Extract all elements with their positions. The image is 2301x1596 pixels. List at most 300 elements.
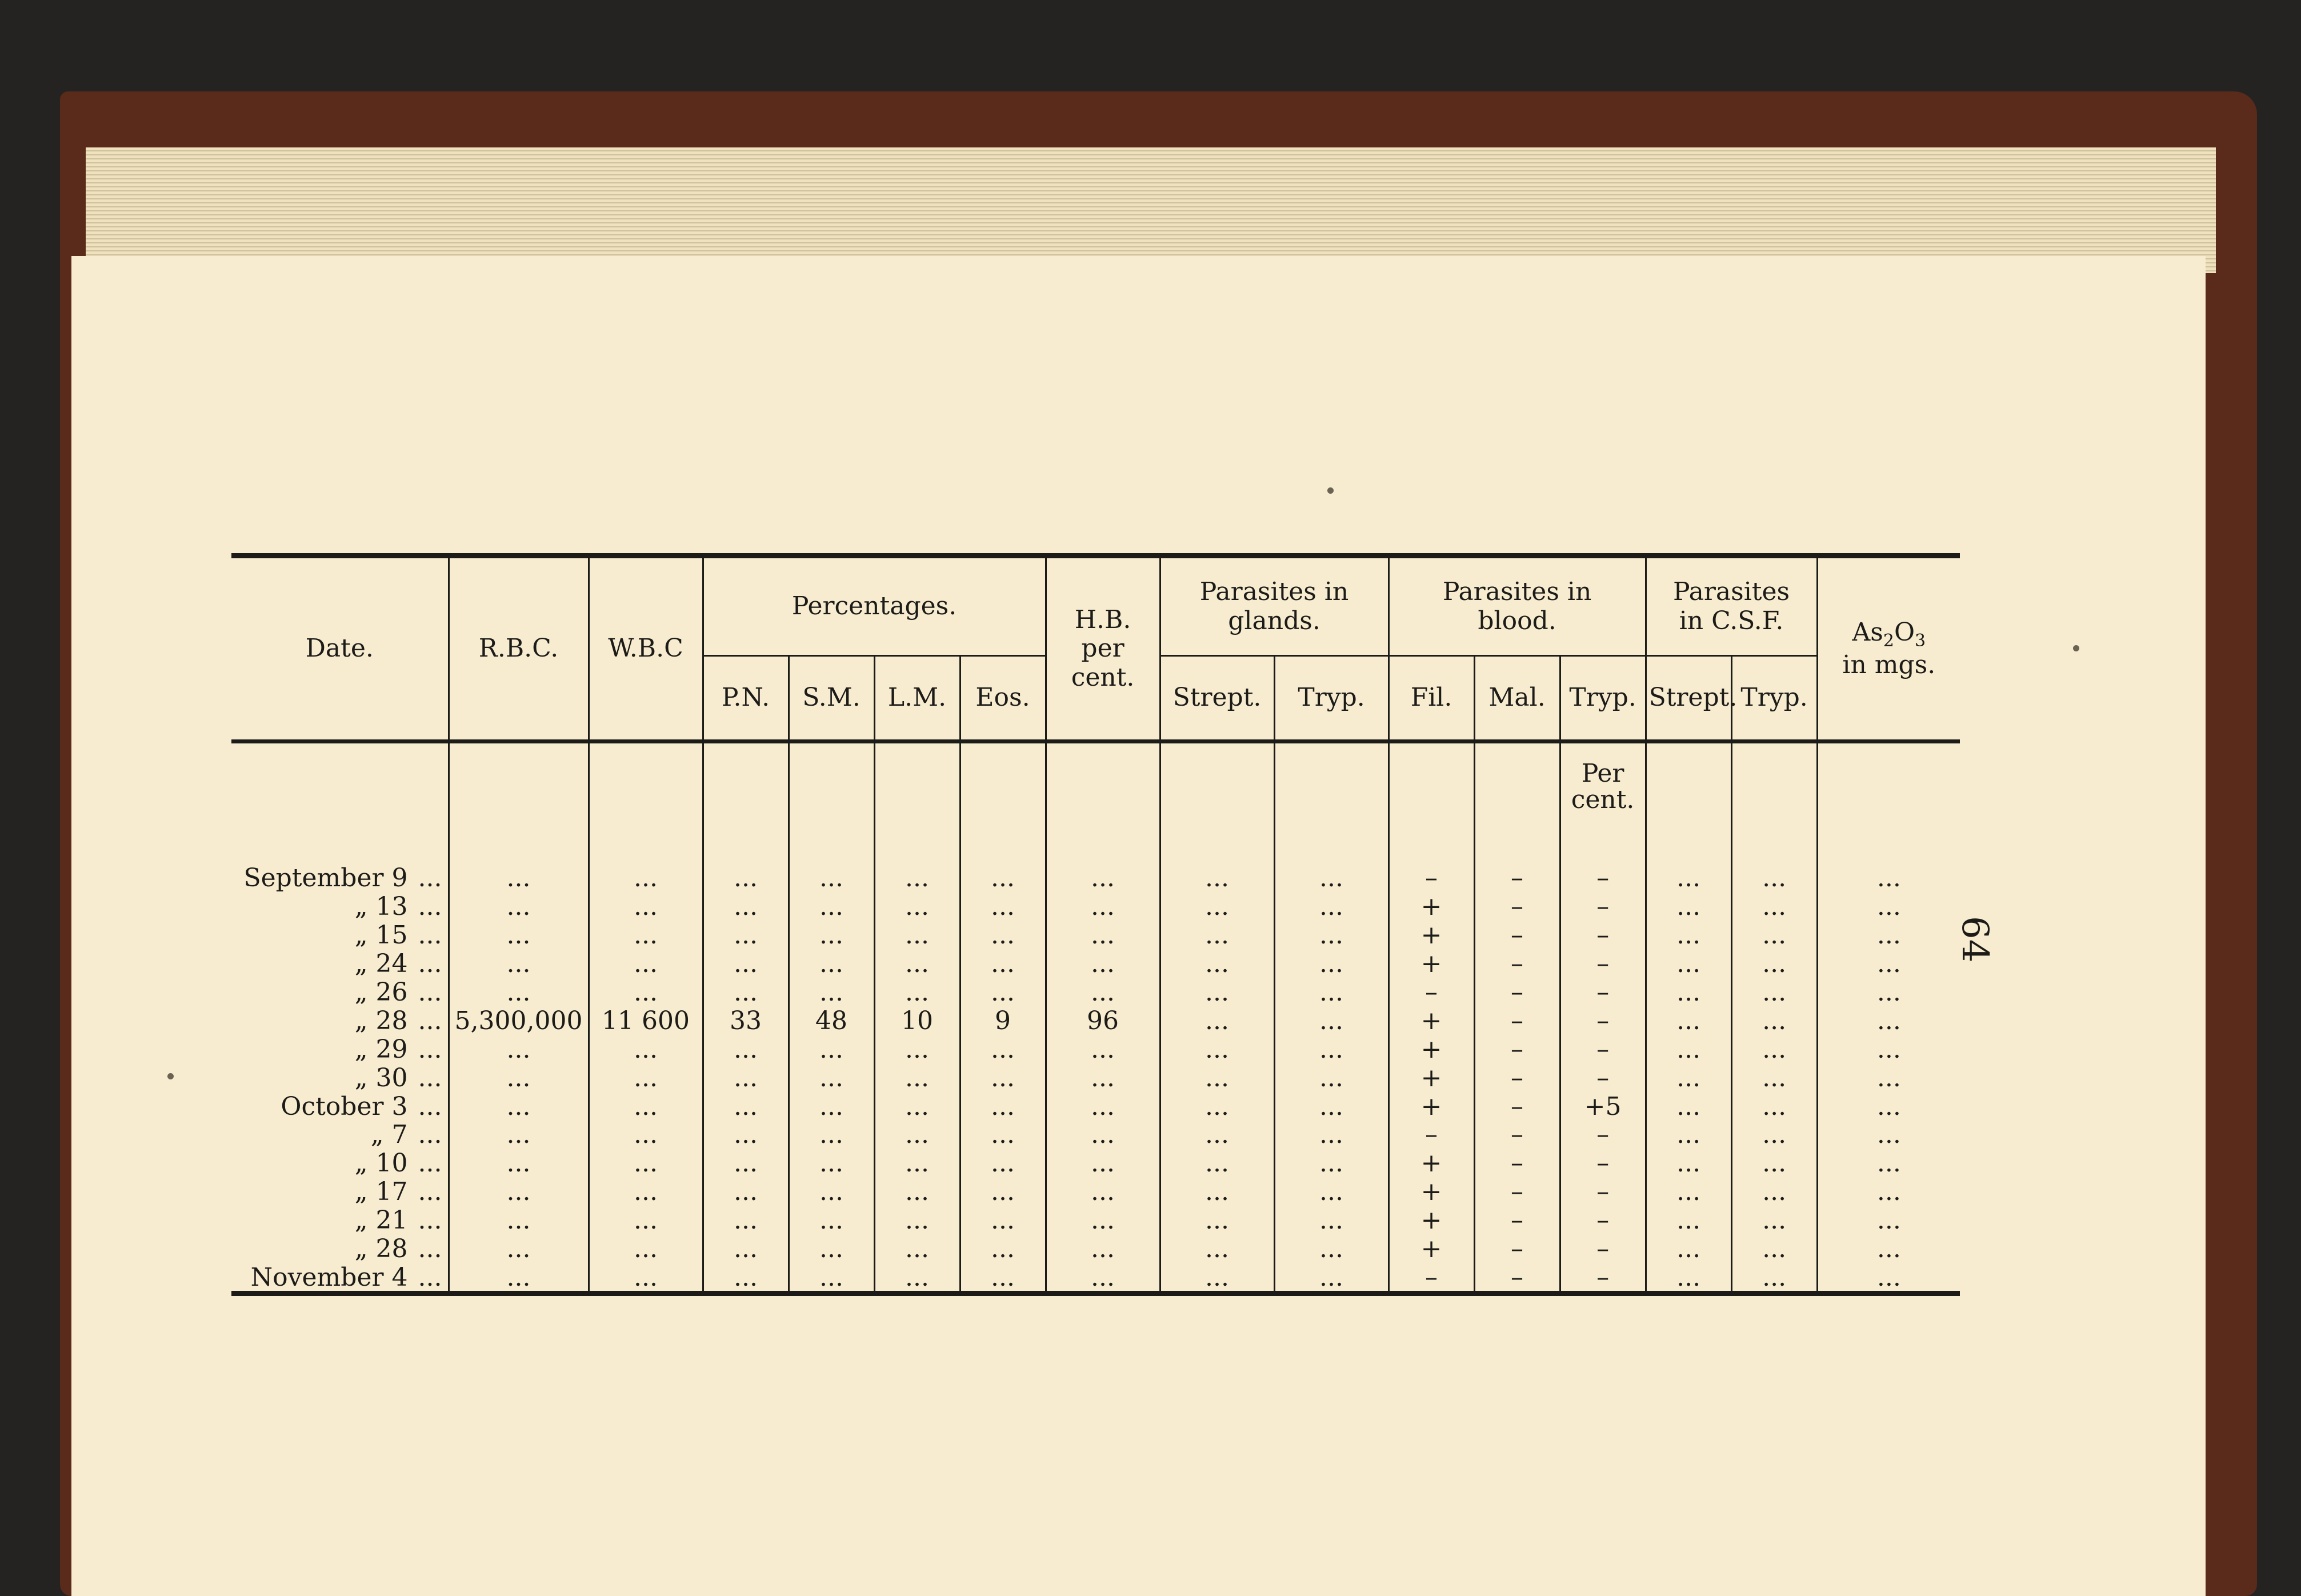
cell-c-strept: ... [1646, 1063, 1731, 1091]
cell-as: ... [1817, 1006, 1960, 1034]
cell-lm: 10 [874, 1006, 960, 1034]
cell-pn: ... [703, 863, 789, 891]
cell-g-strept: ... [1160, 1063, 1274, 1091]
cell-c-tryp: ... [1731, 1262, 1817, 1293]
cell-sm: ... [789, 920, 874, 949]
date-label: „ 13 [354, 891, 408, 921]
cell-wbc: ... [589, 1177, 703, 1206]
table-row [231, 1234, 1960, 1263]
cell-lm: ... [874, 1120, 960, 1149]
cell-hb: ... [1046, 1063, 1160, 1091]
cell-fil: + [1388, 1177, 1474, 1206]
cell-g-tryp: ... [1274, 949, 1388, 977]
date-leader-dots: ... [418, 1034, 442, 1064]
date-label: „ 28 [354, 1234, 408, 1264]
date-label: September 9 [243, 863, 408, 893]
cell-eos: ... [960, 1063, 1046, 1091]
cell-c-strept: ... [1646, 863, 1731, 891]
header-wbc: W.B.C [589, 556, 703, 742]
cell-fil: – [1388, 863, 1474, 891]
header-glands-tryp: Tryp. [1274, 656, 1388, 742]
cell-c-strept: ... [1646, 891, 1731, 920]
cell-c-tryp: ... [1731, 891, 1817, 920]
cell-date [231, 1006, 449, 1034]
cell-pn: ... [703, 1149, 789, 1177]
cell-mal: – [1474, 1034, 1560, 1063]
cell-rbc: ... [449, 1262, 589, 1293]
header-sm: S.M. [789, 656, 874, 742]
cell-wbc: ... [589, 949, 703, 977]
cell-eos: ... [960, 1177, 1046, 1206]
cell-as: ... [1817, 1091, 1960, 1120]
cell-fil: + [1388, 1091, 1474, 1120]
cell-hb: ... [1046, 1262, 1160, 1293]
cell-g-tryp: ... [1274, 1177, 1388, 1206]
cell-sm: 48 [789, 1006, 874, 1034]
cell-rbc: ... [449, 891, 589, 920]
date-leader-dots: ... [418, 1234, 442, 1264]
cell-as: ... [1817, 977, 1960, 1006]
table-body [231, 742, 1960, 1294]
cell-fil: + [1388, 1149, 1474, 1177]
cell-lm: ... [874, 1034, 960, 1063]
cell-eos: ... [960, 891, 1046, 920]
header-hb: H.B. per cent. [1046, 556, 1160, 742]
cell-sm: ... [789, 891, 874, 920]
cell-sm: ... [789, 863, 874, 891]
cell-g-strept: ... [1160, 1034, 1274, 1063]
cell-g-tryp: ... [1274, 1149, 1388, 1177]
cell-b-tryp: – [1560, 1206, 1646, 1234]
cell-hb: ... [1046, 1177, 1160, 1206]
cell-c-strept: ... [1646, 949, 1731, 977]
cell-b-tryp: – [1560, 1234, 1646, 1263]
cell-lm: ... [874, 977, 960, 1006]
cell-date [231, 891, 449, 920]
cell-mal: – [1474, 920, 1560, 949]
date-label: „ 29 [354, 1034, 408, 1064]
cell-date [231, 949, 449, 977]
cell-hb: ... [1046, 863, 1160, 891]
cell-c-tryp: ... [1731, 1234, 1817, 1263]
cell-b-tryp: – [1560, 1006, 1646, 1034]
cell-pn: ... [703, 1206, 789, 1234]
cell-as: ... [1817, 1034, 1960, 1063]
cell-c-strept: ... [1646, 1149, 1731, 1177]
cell-g-strept: ... [1160, 1091, 1274, 1120]
table-row [231, 977, 1960, 1006]
table-row [231, 1091, 1960, 1120]
cell-g-strept: ... [1160, 1206, 1274, 1234]
header-arsenic: $As_2O_3$ in mgs. [1817, 556, 1960, 742]
cell-b-tryp: – [1560, 863, 1646, 891]
cell-pn: 33 [703, 1006, 789, 1034]
table-row [231, 949, 1960, 977]
table-row [231, 1063, 1960, 1091]
cell-g-tryp: ... [1274, 1262, 1388, 1293]
cell-rbc: ... [449, 1177, 589, 1206]
cell-rbc: ... [449, 949, 589, 977]
cell-c-tryp: ... [1731, 920, 1817, 949]
date-label: „ 7 [370, 1120, 408, 1150]
cell-eos: ... [960, 949, 1046, 977]
cell-fil: + [1388, 1006, 1474, 1034]
cell-rbc: ... [449, 1034, 589, 1063]
cell-g-strept: ... [1160, 920, 1274, 949]
cell-g-strept: ... [1160, 1006, 1274, 1034]
date-leader-dots: ... [418, 920, 442, 950]
cell-b-tryp: – [1560, 1177, 1646, 1206]
cell-b-tryp: – [1560, 920, 1646, 949]
cell-date [231, 977, 449, 1006]
header-parasites-glands: Parasites in glands. [1160, 556, 1388, 656]
header-blood-tryp: Tryp. [1560, 656, 1646, 742]
cell-c-strept: ... [1646, 1034, 1731, 1063]
cell-g-strept: ... [1160, 977, 1274, 1006]
cell-wbc: ... [589, 1063, 703, 1091]
cell-eos: ... [960, 1234, 1046, 1263]
cell-c-strept: ... [1646, 977, 1731, 1006]
cell-hb: ... [1046, 1149, 1160, 1177]
cell-pn: ... [703, 949, 789, 977]
cell-sm: ... [789, 1063, 874, 1091]
header-csf-strept: Strept. [1646, 656, 1731, 742]
cell-sm: ... [789, 1234, 874, 1263]
blood-findings-table [231, 553, 1960, 1296]
cell-fil: – [1388, 977, 1474, 1006]
cell-as: ... [1817, 1063, 1960, 1091]
cell-wbc: ... [589, 1262, 703, 1293]
page-number: 64 [1954, 916, 1996, 963]
cell-mal: – [1474, 1091, 1560, 1120]
cell-c-tryp: ... [1731, 1091, 1817, 1120]
cell-pn: ... [703, 977, 789, 1006]
cell-eos: ... [960, 1149, 1046, 1177]
cell-g-tryp: ... [1274, 977, 1388, 1006]
date-label: „ 17 [354, 1177, 408, 1207]
cell-eos: ... [960, 920, 1046, 949]
cell-hb: ... [1046, 1206, 1160, 1234]
cell-mal: – [1474, 1262, 1560, 1293]
cell-fil: + [1388, 920, 1474, 949]
date-label: „ 30 [354, 1063, 408, 1093]
date-leader-dots: ... [418, 1120, 442, 1150]
cell-rbc: ... [449, 1206, 589, 1234]
date-leader-dots: ... [418, 1206, 442, 1235]
cell-b-tryp: – [1560, 1063, 1646, 1091]
cell-c-strept: ... [1646, 1262, 1731, 1293]
date-label: „ 24 [354, 949, 408, 978]
cell-b-tryp: +5 [1560, 1091, 1646, 1120]
date-label: „ 26 [354, 977, 408, 1007]
cell-g-strept: ... [1160, 1177, 1274, 1206]
cell-mal: – [1474, 1120, 1560, 1149]
cell-eos: ... [960, 1206, 1046, 1234]
cell-fil: + [1388, 1034, 1474, 1063]
cell-sm: ... [789, 1206, 874, 1234]
cell-pn: ... [703, 920, 789, 949]
cell-mal: – [1474, 1177, 1560, 1206]
cell-b-tryp: – [1560, 977, 1646, 1006]
stray-mark [167, 1073, 174, 1079]
cell-rbc: ... [449, 977, 589, 1006]
cell-pn: ... [703, 891, 789, 920]
cell-sm: ... [789, 1149, 874, 1177]
date-leader-dots: ... [418, 1006, 442, 1035]
cell-sm: ... [789, 1262, 874, 1293]
cell-mal: – [1474, 863, 1560, 891]
header-blood-fil: Fil. [1388, 656, 1474, 742]
cell-c-strept: ... [1646, 1206, 1731, 1234]
cell-c-tryp: ... [1731, 1063, 1817, 1091]
table-row [231, 891, 1960, 920]
date-leader-dots: ... [418, 863, 442, 893]
header-lm: L.M. [874, 656, 960, 742]
date-label: „ 10 [354, 1149, 408, 1178]
cell-rbc: ... [449, 1234, 589, 1263]
cell-eos: ... [960, 863, 1046, 891]
cell-lm: ... [874, 1206, 960, 1234]
header-csf-tryp: Tryp. [1731, 656, 1817, 742]
cell-date [231, 863, 449, 891]
stray-mark [2073, 645, 2079, 651]
cell-c-tryp: ... [1731, 863, 1817, 891]
cell-g-tryp: ... [1274, 891, 1388, 920]
table-row [231, 863, 1960, 891]
cell-c-tryp: ... [1731, 1177, 1817, 1206]
cell-hb: ... [1046, 920, 1160, 949]
cell-c-tryp: ... [1731, 949, 1817, 977]
cell-date [231, 1262, 449, 1293]
cell-date [231, 1149, 449, 1177]
date-leader-dots: ... [418, 949, 442, 978]
cell-lm: ... [874, 863, 960, 891]
cell-as: ... [1817, 1262, 1960, 1293]
cell-date [231, 1034, 449, 1063]
cell-b-tryp: – [1560, 1034, 1646, 1063]
cell-c-tryp: ... [1731, 1120, 1817, 1149]
cell-fil: – [1388, 1262, 1474, 1293]
cell-pn: ... [703, 1234, 789, 1263]
table-row [231, 1120, 1960, 1149]
page-edges [86, 147, 2216, 273]
cell-wbc: ... [589, 1234, 703, 1263]
cell-date [231, 1234, 449, 1263]
header-eos: Eos. [960, 656, 1046, 742]
cell-pn: ... [703, 1034, 789, 1063]
cell-wbc: ... [589, 920, 703, 949]
cell-sm: ... [789, 1120, 874, 1149]
cell-sm: ... [789, 1034, 874, 1063]
header-date: Date. [231, 556, 449, 742]
date-leader-dots: ... [418, 1177, 442, 1207]
table-row [231, 920, 1960, 949]
header-blood-mal: Mal. [1474, 656, 1560, 742]
cell-c-strept: ... [1646, 1177, 1731, 1206]
cell-eos: ... [960, 1120, 1046, 1149]
cell-as: ... [1817, 920, 1960, 949]
cell-c-tryp: ... [1731, 1149, 1817, 1177]
cell-b-tryp: – [1560, 949, 1646, 977]
cell-g-tryp: ... [1274, 1234, 1388, 1263]
cell-eos: ... [960, 1091, 1046, 1120]
cell-g-tryp: ... [1274, 1206, 1388, 1234]
cell-pn: ... [703, 1063, 789, 1091]
cell-g-tryp: ... [1274, 1091, 1388, 1120]
cell-c-tryp: ... [1731, 1006, 1817, 1034]
cell-wbc: ... [589, 1034, 703, 1063]
cell-as: ... [1817, 863, 1960, 891]
cell-rbc: ... [449, 1120, 589, 1149]
cell-g-strept: ... [1160, 891, 1274, 920]
date-leader-dots: ... [418, 891, 442, 921]
cell-as: ... [1817, 891, 1960, 920]
cell-sm: ... [789, 1177, 874, 1206]
cell-g-strept: ... [1160, 1149, 1274, 1177]
cell-wbc: ... [589, 1091, 703, 1120]
date-label: „ 15 [354, 920, 408, 950]
cell-hb: 96 [1046, 1006, 1160, 1034]
cell-g-tryp: ... [1274, 863, 1388, 891]
cell-as: ... [1817, 949, 1960, 977]
cell-wbc: ... [589, 891, 703, 920]
cell-rbc: ... [449, 1063, 589, 1091]
date-label: October 3 [281, 1091, 408, 1121]
cell-wbc: ... [589, 977, 703, 1006]
cell-hb: ... [1046, 949, 1160, 977]
cell-as: ... [1817, 1206, 1960, 1234]
cell-hb: ... [1046, 891, 1160, 920]
cell-rbc: ... [449, 1149, 589, 1177]
cell-as: ... [1817, 1120, 1960, 1149]
cell-c-strept: ... [1646, 1006, 1731, 1034]
cell-pn: ... [703, 1177, 789, 1206]
date-label: „ 28 [354, 1006, 408, 1035]
cell-fil: + [1388, 1234, 1474, 1263]
cell-wbc: ... [589, 1120, 703, 1149]
cell-hb: ... [1046, 1234, 1160, 1263]
cell-g-tryp: ... [1274, 920, 1388, 949]
cell-pn: ... [703, 1262, 789, 1293]
cell-as: ... [1817, 1234, 1960, 1263]
cell-hb: ... [1046, 977, 1160, 1006]
cell-date [231, 1177, 449, 1206]
cell-eos: ... [960, 1034, 1046, 1063]
cell-date [231, 1206, 449, 1234]
cell-g-strept: ... [1160, 1234, 1274, 1263]
cell-fil: + [1388, 891, 1474, 920]
cell-b-tryp: – [1560, 891, 1646, 920]
cell-date [231, 1091, 449, 1120]
cell-fil: + [1388, 949, 1474, 977]
table-row [231, 1262, 1960, 1293]
header-glands-strept: Strept. [1160, 656, 1274, 742]
cell-wbc: ... [589, 1149, 703, 1177]
cell-eos: ... [960, 1262, 1046, 1293]
cell-mal: – [1474, 1063, 1560, 1091]
cell-lm: ... [874, 1234, 960, 1263]
cell-mal: – [1474, 891, 1560, 920]
cell-as: ... [1817, 1177, 1960, 1206]
header-rbc: R.B.C. [449, 556, 589, 742]
cell-g-strept: ... [1160, 949, 1274, 977]
cell-c-tryp: ... [1731, 1206, 1817, 1234]
cell-fil: – [1388, 1120, 1474, 1149]
date-label: November 4 [250, 1262, 408, 1292]
unit-row [231, 742, 1960, 863]
cell-as: ... [1817, 1149, 1960, 1177]
cell-lm: ... [874, 949, 960, 977]
table-row [231, 1177, 1960, 1206]
header-parasites-csf: Parasites in C.S.F. [1646, 556, 1817, 656]
date-leader-dots: ... [418, 977, 442, 1007]
cell-date [231, 1120, 449, 1149]
table-row [231, 1006, 1960, 1034]
header-parasites-blood: Parasites in blood. [1388, 556, 1646, 656]
cell-mal: – [1474, 1149, 1560, 1177]
cell-g-tryp: ... [1274, 1006, 1388, 1034]
cell-b-tryp: – [1560, 1149, 1646, 1177]
cell-eos: 9 [960, 1006, 1046, 1034]
cell-sm: ... [789, 949, 874, 977]
cell-mal: – [1474, 949, 1560, 977]
date-leader-dots: ... [418, 1262, 442, 1292]
header-pn: P.N. [703, 656, 789, 742]
cell-lm: ... [874, 1149, 960, 1177]
cell-b-tryp: – [1560, 1262, 1646, 1293]
cell-b-tryp: – [1560, 1120, 1646, 1149]
cell-pn: ... [703, 1091, 789, 1120]
header-percentages: Percentages. [703, 556, 1046, 656]
cell-c-strept: ... [1646, 1091, 1731, 1120]
table-row [231, 1034, 1960, 1063]
cell-sm: ... [789, 1091, 874, 1120]
cell-mal: – [1474, 1234, 1560, 1263]
cell-wbc: ... [589, 1206, 703, 1234]
cell-c-tryp: ... [1731, 1034, 1817, 1063]
cell-lm: ... [874, 1091, 960, 1120]
date-leader-dots: ... [418, 1063, 442, 1093]
cell-lm: ... [874, 1063, 960, 1091]
cell-date [231, 1063, 449, 1091]
cell-lm: ... [874, 920, 960, 949]
cell-lm: ... [874, 891, 960, 920]
table-row [231, 1206, 1960, 1234]
date-leader-dots: ... [418, 1149, 442, 1178]
cell-g-strept: ... [1160, 863, 1274, 891]
cell-date [231, 920, 449, 949]
cell-c-tryp: ... [1731, 977, 1817, 1006]
cell-lm: ... [874, 1262, 960, 1293]
cell-g-strept: ... [1160, 1262, 1274, 1293]
cell-hb: ... [1046, 1120, 1160, 1149]
cell-hb: ... [1046, 1091, 1160, 1120]
cell-rbc: ... [449, 863, 589, 891]
cell-sm: ... [789, 977, 874, 1006]
cell-mal: – [1474, 1006, 1560, 1034]
cell-mal: – [1474, 1206, 1560, 1234]
cell-c-strept: ... [1646, 920, 1731, 949]
cell-wbc: ... [589, 863, 703, 891]
date-leader-dots: ... [418, 1091, 442, 1121]
cell-g-tryp: ... [1274, 1063, 1388, 1091]
cell-wbc: 11 600 [589, 1006, 703, 1034]
stray-mark [1327, 487, 1334, 494]
cell-rbc: 5,300,000 [449, 1006, 589, 1034]
cell-rbc: ... [449, 920, 589, 949]
cell-fil: + [1388, 1063, 1474, 1091]
cell-c-strept: ... [1646, 1120, 1731, 1149]
